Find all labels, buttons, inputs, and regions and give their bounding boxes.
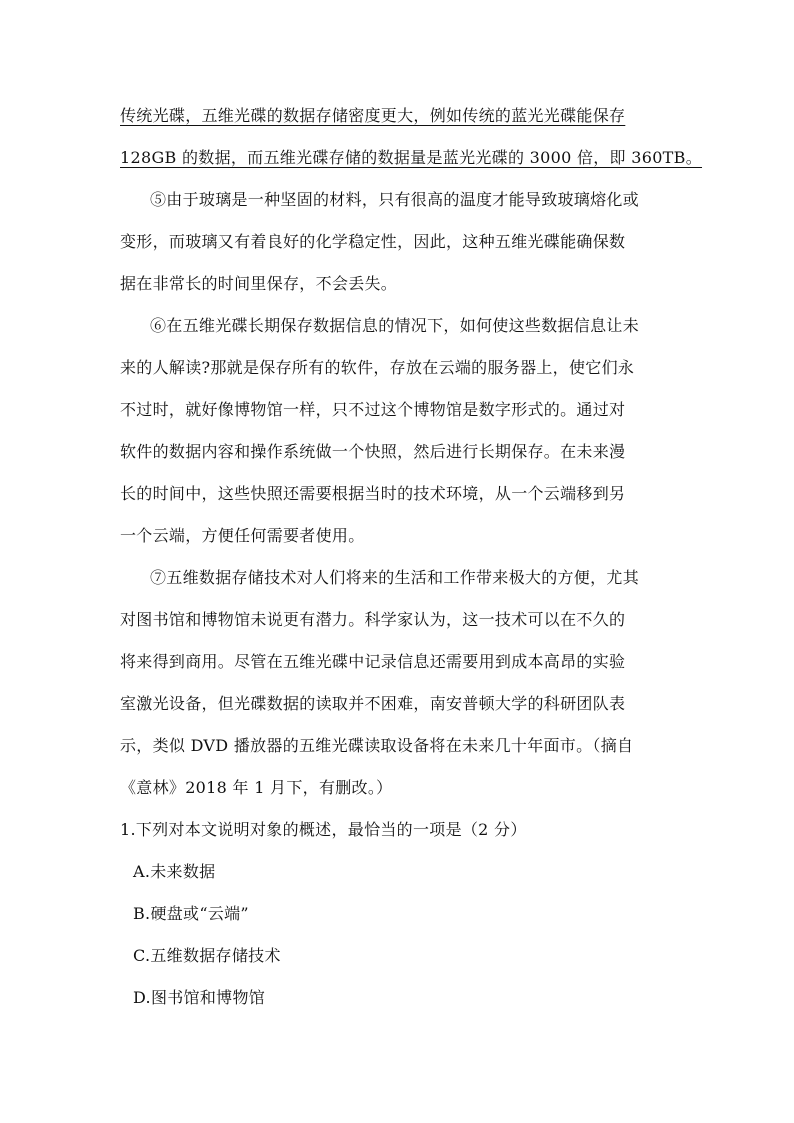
paragraph-6-line: 软件的数据内容和操作系统做一个快照，然后进行长期保存。在未来漫 [120, 442, 626, 461]
paragraph-7-line: 将来得到商用。尽管在五维光碟中记录信息还需要用到成本高昂的实验 [120, 652, 626, 671]
paragraph-7-line: 对图书馆和博物馆未说更有潜力。科学家认为，这一技术可以在不久的 [120, 610, 626, 629]
paragraph-6-line: 长的时间中，这些快照还需要根据当时的技术环境，从一个云端移到另 [120, 484, 626, 503]
paragraph-6-line: 来的人解读?那就是保存所有的软件，存放在云端的服务器上，使它们永 [120, 358, 635, 377]
option-c: C.五维数据存储技术 [133, 946, 281, 965]
paragraph-line: 128GB 的数据，而五维光碟存储的数据量是蓝光光碟的 3000 倍，即 360TB。 [120, 148, 703, 167]
paragraph-6-line: ⑥在五维光碟长期保存数据信息的情况下，如何使这些数据信息让未 [150, 316, 640, 335]
paragraph-5-line: 变形，而玻璃又有着良好的化学稳定性，因此，这种五维光碟能确保数 [120, 232, 626, 251]
paragraph-7-line: 室激光设备，但光碟数据的读取并不困难，南安普顿大学的科研团队表 [120, 694, 626, 713]
paragraph-5-line: 据在非常长的时间里保存，不会丢失。 [120, 274, 398, 293]
paragraph-6-line: 一个云端，方便任何需要者使用。 [120, 526, 365, 545]
paragraph-7-line: ⑦五维数据存储技术对人们将来的生活和工作带来极大的方便，尤其 [150, 568, 640, 587]
paragraph-5-line: ⑤由于玻璃是一种坚固的材料，只有很高的温度才能导致玻璃熔化或 [150, 190, 640, 209]
option-b: B.硬盘或“云端” [133, 904, 249, 923]
paragraph-6-line: 不过时，就好像博物馆一样，只不过这个博物馆是数字形式的。通过对 [120, 400, 626, 419]
option-a: A.未来数据 [133, 862, 216, 881]
paragraph-7-line: 《意林》2018 年 1 月下，有删改。） [120, 778, 393, 797]
option-d: D.图书馆和博物馆 [133, 988, 266, 1007]
question-stem: 1.下列对本文说明对象的概述，最恰当的一项是（2 分） [120, 820, 527, 839]
paragraph-7-line: 示，类似 DVD 播放器的五维光碟读取设备将在未来几十年面市。（摘自 [120, 736, 634, 755]
paragraph-line: 传统光碟，五维光碟的数据存储密度更大，例如传统的蓝光光碟能保存 [120, 106, 626, 125]
